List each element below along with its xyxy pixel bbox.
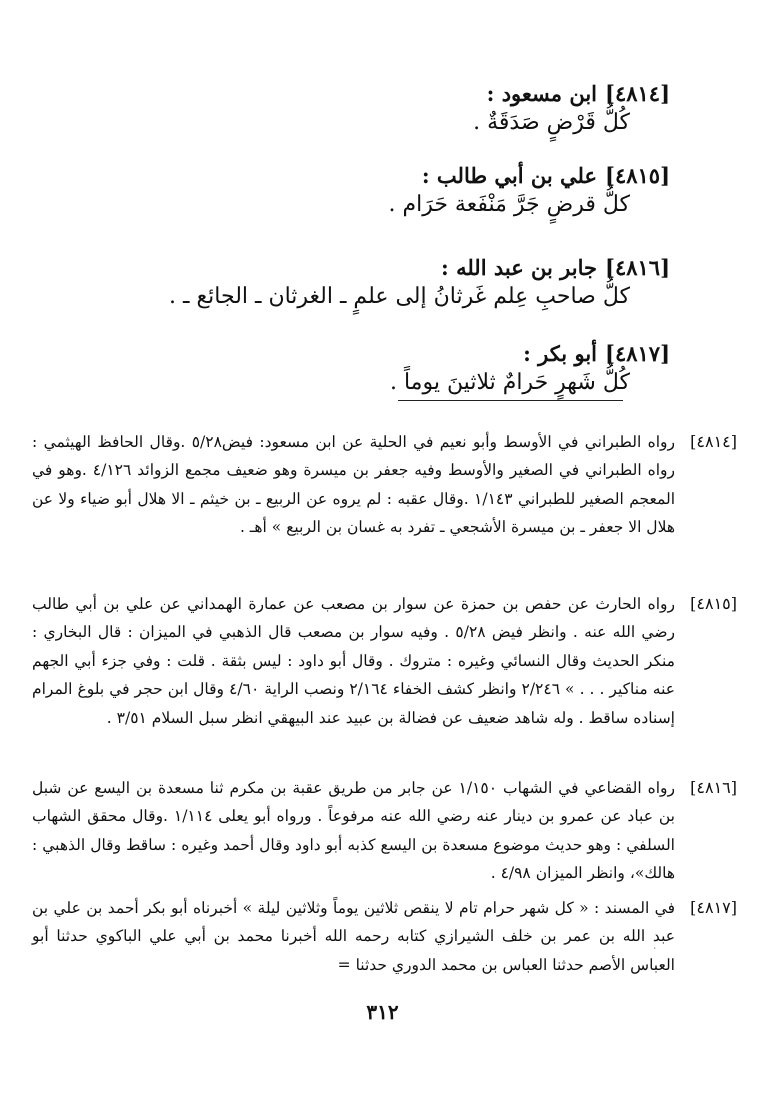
footnote-number: [٤٨١٦]: [690, 778, 737, 797]
footnote-text: رواه الحارث عن حفص بن حمزة عن سوار بن مصعب عن عمارة الهمداني عن علي بن أبي طالب رضي الله عنه . وانظر فيض ٥/٢٨ . وفيه سوار بن مصعب قال الذهبي في الميزان : قال البخاري : منكر الحديث وقال النسائي وغيره : متروك . وقال أبو داود : ليس بثقة . قلت : وفي جزء أبي الجهم عنه مناكير . . . » ٢/٢٤٦ وانظر كشف الخفاء ٢/١٦٤ ونصب الراية ٤/٦٠ وقال ابن حجر في بلوغ المرام إسناده ساقط . وله شاهد ضعيف عن فضالة بن عبيد عند البيهقي انظر سبل السلام ٣/٥١ .: [32, 595, 676, 727]
entry-narrator: علي بن أبي طالب :: [421, 163, 597, 188]
stray-mark: ٠: [652, 943, 658, 954]
entry-text: كُلُّ شَهرٍ حَرامٌ ثلاثينَ يوماً .: [389, 370, 630, 395]
footnote-4816: [32, 774, 737, 888]
entry-heading: [50, 254, 670, 282]
footnote-number: [٤٨١٧]: [690, 898, 737, 917]
entry-text: كلُّ صاحبِ عِلم غَرثانُ إلى علمٍ ـ الغرثان ـ الجائع ـ .: [169, 284, 630, 309]
hadith-entry-4815: [50, 162, 670, 220]
entry-text: كلُّ قرضٍ جَرَّ مَنْفَعة حَرَام .: [388, 192, 630, 217]
footnote-4815: [32, 590, 737, 732]
footnote-4817: [32, 894, 737, 979]
footnote-text: رواه الطبراني في الأوسط وأبو نعيم في الحلية عن ابن مسعود: فيض٥/٢٨ .وقال الحافظ الهيثمي : رواه الطبراني في الصغير والأوسط وفيه جعفر بن ميسرة وهو ضعيف مجمع الزوائد ٤/١٢٦ .وهو في المعجم الصغير للطبراني ١/١٤٣ .وقال عقبه : لم يروه عن الربيع ـ بن خيثم ـ الا هلال أبو ضياء ولا عن هلال الا جعفر ـ بن ميسرة الأشجعي ـ تفرد به غسان بن الربيع » أهـ .: [32, 433, 675, 537]
page-number: ٣١٢: [366, 1000, 399, 1024]
entry-heading: [50, 80, 670, 108]
entry-number: [٤٨١٧]: [605, 341, 670, 366]
footnote-4814: [32, 428, 737, 542]
entry-heading: [50, 162, 670, 190]
footnote-number: [٤٨١٥]: [690, 594, 737, 613]
entry-heading: [50, 340, 670, 368]
entry-number: [٤٨١٤]: [605, 81, 670, 106]
footnote-text: رواه القضاعي في الشهاب ١/١٥٠ عن جابر من طريق عقبة بن مكرم ثنا مسعدة بن اليسع عن شبل بن عباد عن عمرو بن دينار عنه رضي الله عنه مرفوعاً . ورواه أبو يعلى ١/١١٤ .وقال محقق الشهاب السلفي : وهو حديث موضوع مسعدة بن اليسع كذبه أبو داود وقال أحمد وغيره : ساقط وقال الذهبي : هالك»، وانظر الميزان ٤/٩٨ .: [32, 779, 675, 883]
footnote-number: [٤٨١٤]: [690, 432, 737, 451]
hadith-entry-4817: [50, 340, 670, 398]
footnote-divider: [398, 400, 623, 401]
hadith-entry-4814: [50, 80, 670, 138]
entry-number: [٤٨١٦]: [605, 255, 670, 280]
entry-narrator: أبو بكر :: [523, 341, 597, 366]
footnote-text: في المسند : « كل شهر حرام تام لا ينقص ثلاثين يوماً وثلاثين ليلة » أخبرناه أبو بكر أحمد بن علي بن عبد الله بن عمر بن خلف الشيرازي كتابه رحمه الله أخبرنا محمد بن أبي علي الباكوي حدثنا أبو العباس الأصم حدثنا العباس بن محمد الدوري حدثنا =: [32, 899, 675, 974]
entry-text: كُلُّ قَرْضٍ صَدَقَةٌ .: [473, 110, 630, 135]
entry-number: [٤٨١٥]: [605, 163, 670, 188]
entry-narrator: جابر بن عبد الله :: [441, 255, 597, 280]
hadith-entry-4816: [50, 254, 670, 312]
entry-narrator: ابن مسعود :: [486, 81, 597, 106]
